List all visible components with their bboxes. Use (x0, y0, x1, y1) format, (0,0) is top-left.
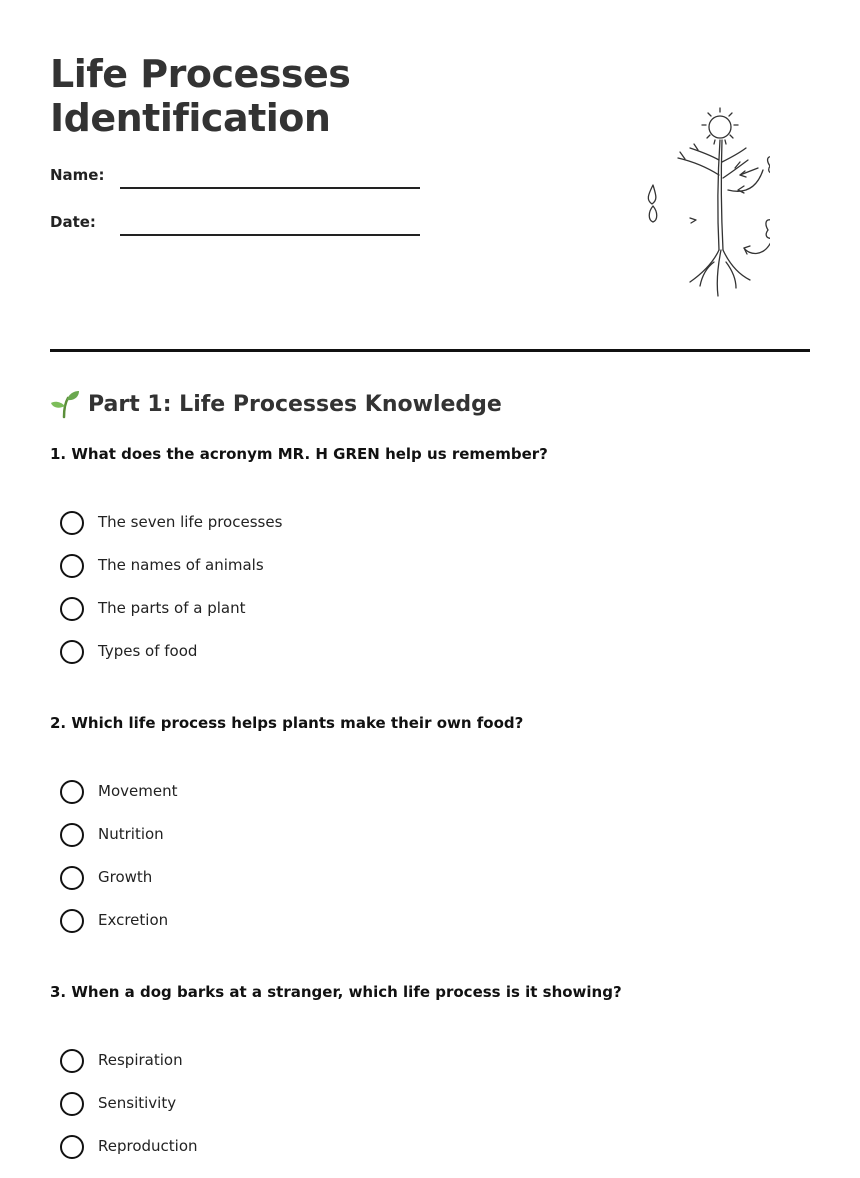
option-label: Respiration (98, 1051, 183, 1069)
radio-button[interactable] (60, 1049, 84, 1073)
radio-button[interactable] (60, 780, 84, 804)
name-label: Name: (50, 166, 105, 184)
option-item[interactable] (50, 1135, 810, 1178)
radio-button[interactable] (60, 1135, 84, 1159)
section-title: Part 1: Life Processes Knowledge (88, 391, 502, 417)
option-item[interactable] (50, 1049, 810, 1092)
option-item[interactable] (50, 823, 810, 866)
option-label: Nutrition (98, 825, 164, 843)
option-label: The names of animals (98, 556, 264, 574)
radio-button[interactable] (60, 511, 84, 535)
options-list (50, 780, 810, 952)
question-text: 1. What does the acronym MR. H GREN help us remember? (50, 445, 548, 463)
date-line[interactable] (120, 234, 420, 236)
plant-illustration-icon (590, 100, 770, 305)
title-line-2: Identification (50, 96, 331, 140)
worksheet-page (50, 0, 810, 1161)
question-3 (50, 981, 810, 1178)
options-list (50, 1049, 810, 1178)
question-text: 3. When a dog barks at a stranger, which life process is it showing? (50, 983, 622, 1001)
option-label: Types of food (98, 642, 198, 660)
question-1 (50, 443, 810, 683)
sprout-icon (50, 389, 80, 419)
section-heading (50, 388, 502, 420)
question-text: 2. Which life process helps plants make their own food? (50, 714, 524, 732)
option-item[interactable] (50, 866, 810, 909)
title-line-1: Life Processes (50, 52, 351, 96)
radio-button[interactable] (60, 597, 84, 621)
option-label: Excretion (98, 911, 169, 929)
options-list (50, 511, 810, 683)
header-divider (50, 349, 810, 352)
radio-button[interactable] (60, 823, 84, 847)
page-title (50, 52, 350, 140)
option-item[interactable] (50, 780, 810, 823)
option-label: Growth (98, 868, 153, 886)
radio-button[interactable] (60, 909, 84, 933)
radio-button[interactable] (60, 866, 84, 890)
date-field[interactable] (50, 207, 430, 237)
radio-button[interactable] (60, 1092, 84, 1116)
option-item[interactable] (50, 511, 810, 554)
option-label: Sensitivity (98, 1094, 177, 1112)
question-2 (50, 712, 810, 952)
option-item[interactable] (50, 554, 810, 597)
option-item[interactable] (50, 1092, 810, 1135)
option-label: The parts of a plant (98, 599, 246, 617)
option-item[interactable] (50, 640, 810, 683)
option-item[interactable] (50, 597, 810, 640)
name-field[interactable] (50, 160, 430, 190)
option-label: Reproduction (98, 1137, 198, 1155)
radio-button[interactable] (60, 554, 84, 578)
radio-button[interactable] (60, 640, 84, 664)
option-label: The seven life processes (98, 513, 283, 531)
date-label: Date: (50, 213, 96, 231)
option-item[interactable] (50, 909, 810, 952)
name-line[interactable] (120, 187, 420, 189)
option-label: Movement (98, 782, 178, 800)
